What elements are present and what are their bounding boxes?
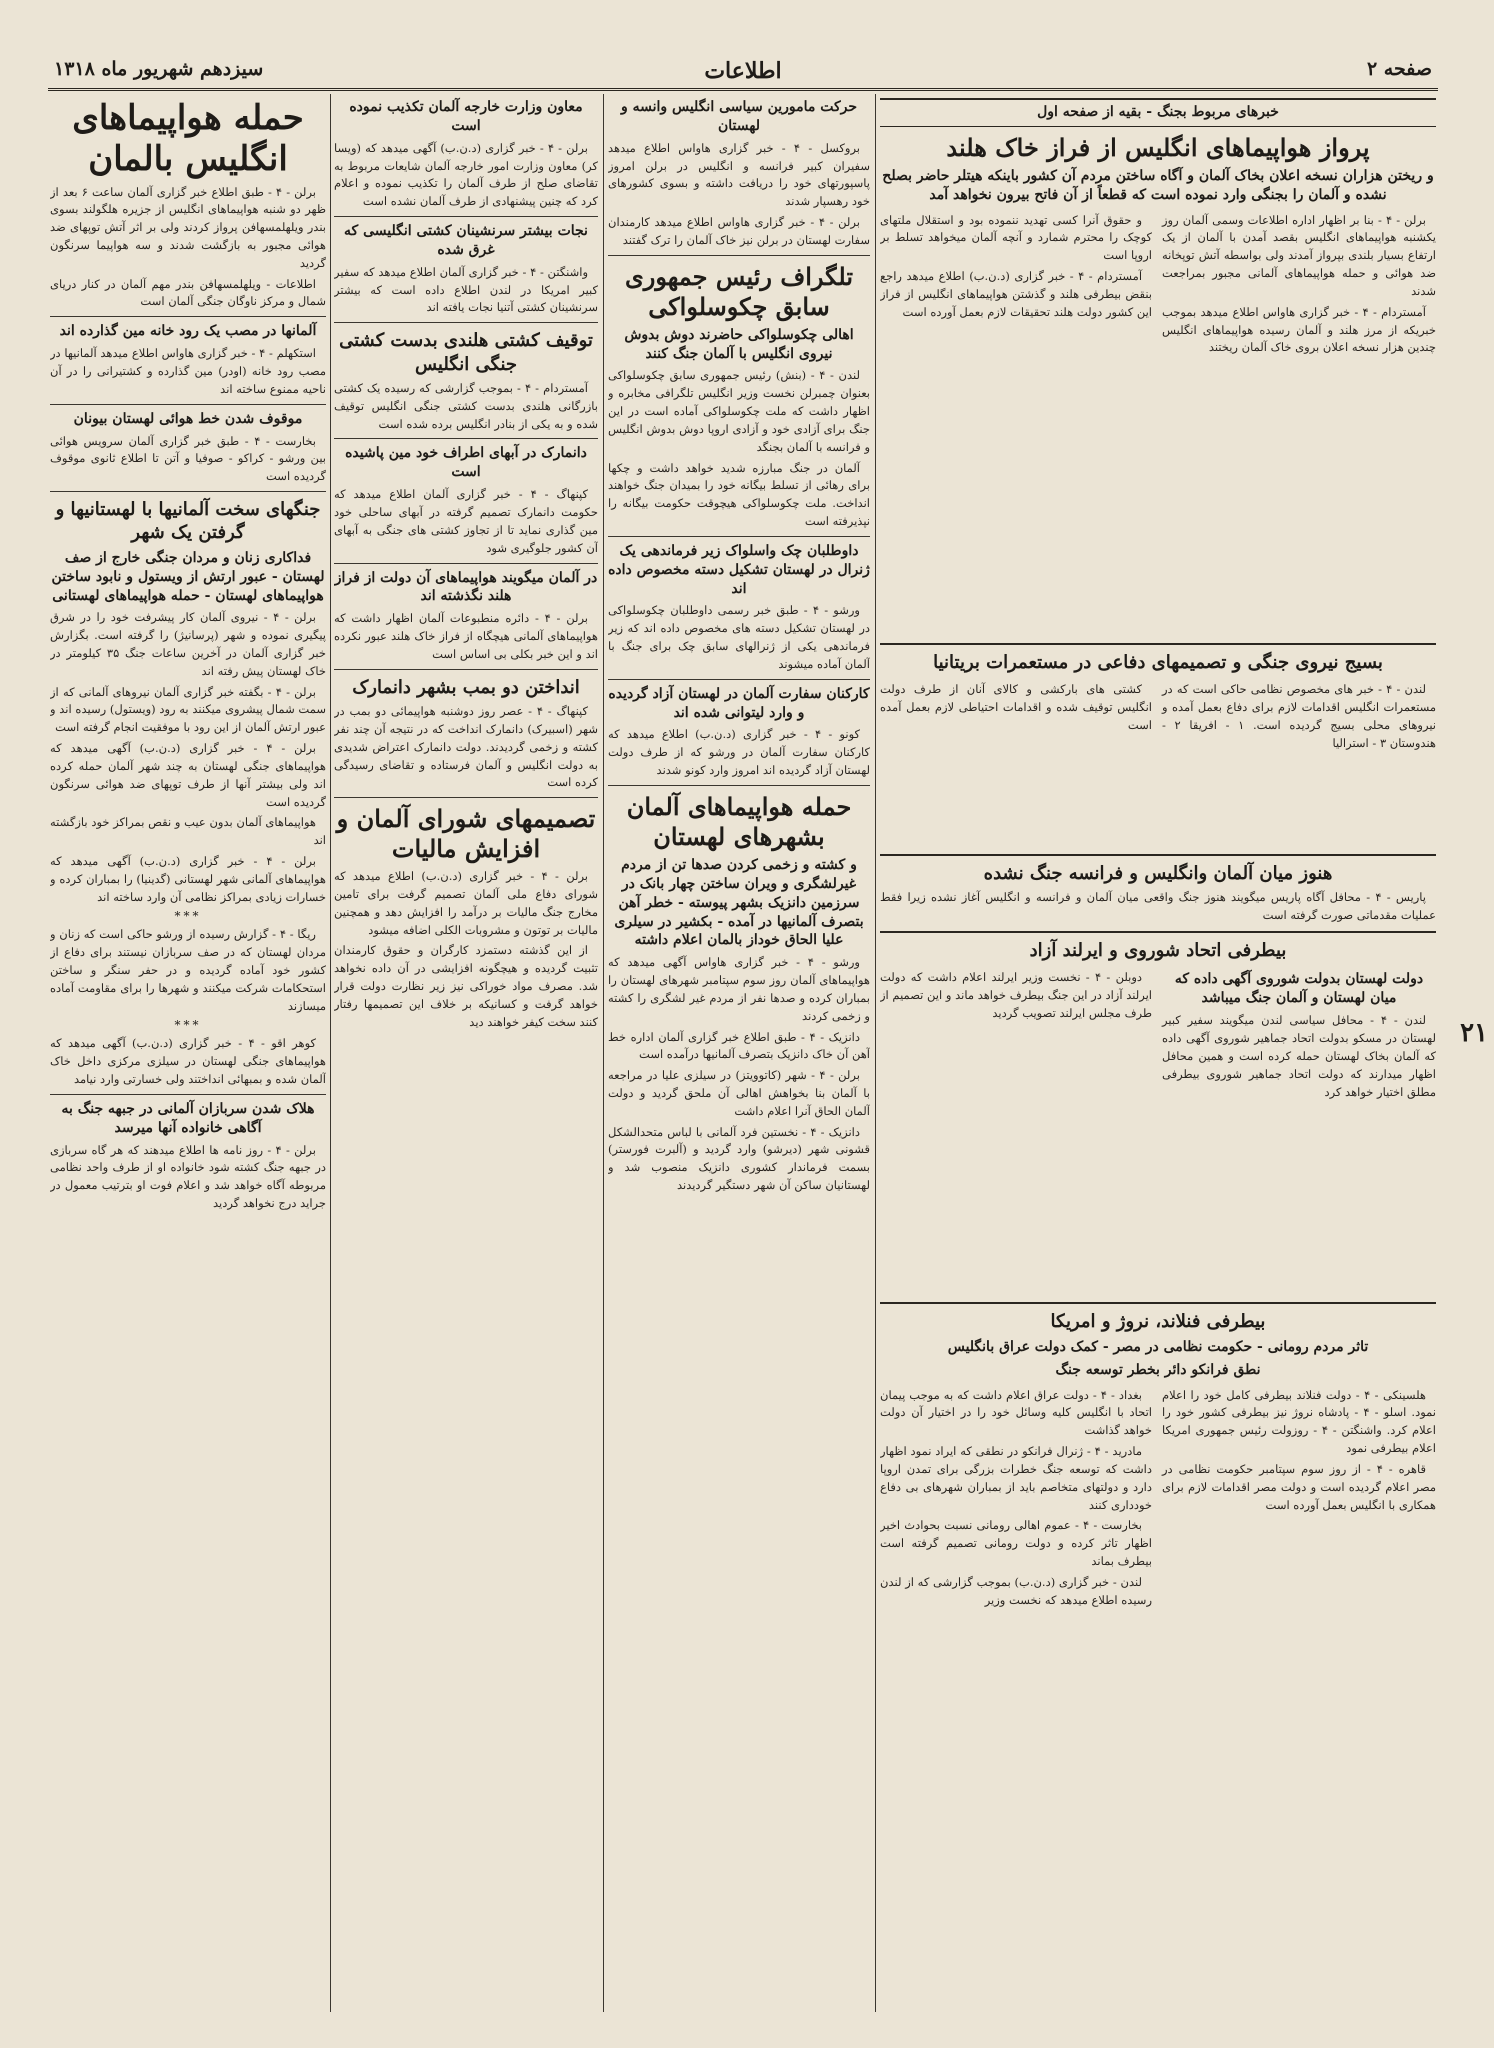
page-number: صفحه ۲ <box>1366 58 1432 80</box>
article-text: برلن - ۴ - خبر گزاری (د.ن.ب) آگهی میدهد که (ویسا کر) معاون وزارت امور خارجه آلمان شایعات مربوط به تقاضای صلح از طرف آلمان را تکذیب نموده و اعلام کرد که چنین پیشنهادی از طرف آلمان نشده است <box>334 140 598 209</box>
subhead-franco: نطق فرانکو دائر بخطر توسعه جنگ <box>1055 1361 1261 1378</box>
column-1 <box>880 94 1436 2012</box>
article-text: برلن - ۴ - خبر گزاری (د.ن.ب) آگهی میدهد که هواپیماهای آلمانی شهر لهستانی (گدینیا) را بمباران کرده و خسارات زیادی بمراکز نظامی آن وارد ساخته اند <box>50 853 326 904</box>
article-text: برلن - ۴ - خبر گزاری (د.ن.ب) اطلاع میدهد که شورای دفاع ملی آلمان تصمیم گرفت برای تامین مخارج جنگ مالیات بر درآمد را افزایش دهد و همچنین مالیات بر توتون و مشروبات الکلی اضافه میشود <box>334 869 598 937</box>
article-text: استکهلم - ۴ - خبر گزاری هاواس اطلاع میدهد آلمانیها در مصب رود خانه (اودر) مین گذارده و کشتیرانی را در آن ناحیه ممنوع ساخته اند <box>50 346 326 396</box>
article-text: ریگا - ۴ - گزارش رسیده از ورشو حاکی است که زنان و مردان لهستان که در صف سربازان نیستند برای دفاع از کشور خود آماده گردیده و در حفر سنگر و ساختن استحکامات شرکت میکنند و شهرها را برای مقاومت آماده میسازند <box>50 927 326 1013</box>
headline-embassy: کارکنان سفارت آلمان در لهستان آزاد گردیده و وارد لیتوانی شده اند <box>608 685 870 721</box>
article-text: از این گذشته دستمزد کارگران و حقوق کارمندان تثبیت گردیده و هیچگونه افزایشی در آن داده نخواهد شد. مصرف مواد خوراکی نیز زیر نظارت دولت قرار خواهد گرفت و کسانیکه بر خلاف این تصمیمها رفتار کنند سخت کیفر خواهند دید <box>334 943 598 1029</box>
headline-mobilization: بسیج نیروی جنگی و تصمیمهای دفاعی در مستعمرات بریتانیا <box>933 651 1383 673</box>
article-text: لندن - خبر گزاری (د.ن.ب) بموجب گزارشی که از لندن رسیده اطلاع میدهد که نخست وزیر <box>880 1574 1152 1607</box>
article-text: بغداد - ۴ - دولت عراق اعلام داشت که به موجب پیمان اتحاد با انگلیس کلیه وسائل خود را در اختیار آن دولت خواهد گذاشت <box>880 1387 1152 1438</box>
mobilization-story <box>880 678 1436 848</box>
column-2 <box>608 94 870 2012</box>
neutrality-story-2 <box>880 1384 1436 1784</box>
subhead-czech-telegram: اهالی چکوسلواکی حاضرند دوش بدوش نیروی انگلیس با آلمان جنگ کنند <box>624 326 854 362</box>
article-text: برلن - ۴ - طبق اطلاع خبر گزاری آلمان ساعت ۶ بعد از ظهر دو شنبه هواپیماهای انگلیس از جزیره هلگولند بسوی بندر ویلهلمسهافن پرواز کردند ولی بر اثر آتش توپهای ضد هوائی مجبور به بازگشت شدند و سه هواپیما سرنگون گردید <box>50 184 326 270</box>
article-text: و حقوق آنرا کسی تهدید ننموده بود و استقلال ملتهای کوچک را محترم شمارد و آنچه آلمان میخواهد تسلط بر اروپا است <box>880 212 1152 263</box>
headline-air-route: موقوف شدن خط هوائی لهستان بیونان <box>73 410 303 427</box>
headline-tax: تصمیمهای شورای آلمان و افزایش مالیات <box>336 804 596 864</box>
headline-soviet-ireland: بیطرفی اتحاد شوروی و ایرلند آزاد <box>1029 940 1287 962</box>
article-text: برلن - ۴ - بگفته خبر گزاری آلمان نیروهای آلمانی که از سمت شمال پیشروی میکنند به رود (ویستول) رسیده اند و عبور ارتش آلمان از این رود با موفقیت انجام گرفته است <box>50 684 326 735</box>
article-text: اطلاعات - ویلهلمسهافن بندر مهم آلمان در کنار دریای شمال و مرکز ناوگان جنگی آلمان است <box>50 276 326 309</box>
article-text: هلسینکی - ۴ - دولت فنلاند بیطرفی کامل خود را اعلام نمود. اسلو - ۴ - پادشاه نروژ نیز بیطرفی کشور خود را اعلام کرد. واشنگتن - ۴ - روزولت رئیس جمهوری امریکا اعلام بیطرفی نمود <box>1162 1387 1436 1456</box>
article-text: پاریس - ۴ - محافل آگاه پاریس میگویند هنوز جنگ واقعی میان آلمان و فرانسه و انگلیس آغاز نشده زیرا فقط عملیات مقدماتی صورت گرفته است <box>880 890 1436 923</box>
article-text: کوهر اقو - ۴ - خبر گزاری (د.ن.ب) آگهی میدهد که هواپیماهای جنگی لهستان در سیلزی مرکزی داخل خاک آلمان شده و بمبهائی انداختند ولی خسارتی وارد نیامد <box>50 1036 326 1087</box>
article-text: لندن - ۴ - خبر های مخصوص نظامی حاکی است که در مستعمرات انگلیس اقدامات لازم برای دفاع بعمل آمده و نیروهای محلی بسیج گردیده است. ۱ - افریقا ۲ - هندوستان ۳ - استرالیا <box>1162 682 1436 750</box>
article-text: ورشو - ۴ - خبر گزاری هاواس آگهی میدهد که هواپیماهای آلمان روز سوم سپتامبر شهرهای لهستان را بمباران کرده و صدها نفر از مردم غیر لشگری را کشته و زخمی کردند <box>608 955 870 1023</box>
column-rule <box>330 94 331 2012</box>
article-text: قاهره - ۴ - از روز سوم سپتامبر حکومت نظامی در مصر اعلام گردیده است و دولت مصر اقدامات لازم برای همکاری با انگلیس بعمل آورده است <box>1162 1461 1436 1512</box>
article-text: برلن - ۴ - شهر (کاتوویتز) در سیلزی علیا در مراجعه با آلمان بنا بخواهش اهالی آن ملحق گردید و دولت آلمان الحاق آنرا اعلام داشت <box>608 1068 870 1118</box>
article-text: آمستردام - ۴ - بموجب گزارشی که رسیده یک کشتی بازرگانی هلندی بدست کشتی جنگی انگلیس توقیف شده و به یکی از بنادر انگلیس برده شده است <box>334 381 598 431</box>
article-text: برلن - ۴ - بنا بر اظهار اداره اطلاعات وسمی آلمان روز یکشنبه هواپیماهای انگلیس بقصد آمدن با آلمان از یک ارتفاع بسیار بلندی بپرواز آمدند ولی بواسطه آتش توپخانه ضد هوائی و حمله هواپیماهای آلمانی مجبور بمراجعت شدند <box>1162 212 1436 298</box>
headline-finland-norway-america: بیطرفی فنلاند، نروژ و امریکا <box>1050 1311 1266 1333</box>
section-band: خبرهای مربوط بجنگ - بقیه از صفحه اول <box>880 98 1436 127</box>
column-4: حمله هواپیماهای انگلیس بالمان برلن - ۴ - طبق اطلاع خبر گزاری آلمان ساعت ۶ بعد از ظهر دو شنبه هواپیماهای انگلیس از جزیره هلگولند بسوی بندر ویلهلمسهافن پرواز کردند ولی بر اثر آتش توپهای ضد هوائی مجبور به بازگشت شدند و سه هواپیما سرنگون گردید اطلاعات - ویلهلمسهافن بندر مهم آلمان در کنار دریای شمال و مرکز ناوگان جنگی آلمان است آلمانها در مصب یک رود خانه مین گذارده اند استکهلم - ۴ - خبر گزاری هاواس اطلاع میدهد آلمانیها در مصب رود خانه (اودر) مین گذارده و کشتیرانی را در آن ناحیه ممنوع ساخته اند موقوف شدن خط هوائی لهستان بیونان بخارست - ۴ - طبق خبر گزاری آلمان سرویس هوائی بین ورشو - کراکو - صوفیا و آتن تا اطلاع ثانوی موقوف گردیده است جنگهای سخت آلمانیها با لهستانیها و گرفتن یک شهر فداکاری زنان و مردان جنگی خارج از صف لهستان - عبور ارتش از ویستول و نابود ساختن هواپیماهای لهستان - حمله هواپیماهای لهستانی برلن - ۴ - نیروی آلمان کار پیشرفت خود را در شرق پیگیری نموده و شهر (پرسانیژ) را گرفته است. بگزارش خبر گزاری آلمان در آخرین ساعات جنگ ۳۵ کیلومتر در خاک لهستان پیش رفته اند برلن - ۴ - بگفته خبر گزاری آلمان نیروهای آلمانی که از سمت شمال پیشروی میکنند به رود (ویستول) رسیده اند و عبور ارتش آلمان از این رود با موفقیت انجام گرفته است برلن - ۴ - خبر گزاری (د.ن.ب) آگهی میدهد که هواپیماهای جنگی لهستان به چند شهر آلمان حمله کرده اند ولی بیشتر آنها از طرف توپهای ضد هوائی سرنگون گردیده است هواپیماهای آلمان بدون عیب و نقص بمراکز خود بازگشته اند برلن - ۴ - خبر گزاری (د.ن.ب) آگهی میدهد که هواپیماهای آلمانی شهر لهستانی (گدینیا) را بمباران کرده و خسارات زیادی بمراکز نظامی آن وارد ساخته اند *** ریگا - ۴ - گزارش رسیده از ورشو حاکی است که زنان و مردان لهستان که در صف سربازان نیستند برای دفاع از کشور خود آماده گردیده و در حفر سنگر و ساختن استحکامات شرکت میکنند و شهرها را برای مقاومت آماده میسازند *** کوهر اقو - ۴ - خبر گزاری (د.ن.ب) آگهی میدهد که هواپیماهای جنگی لهستان در سیلزی مرکزی داخل خاک آلمان شده و بمبهائی انداختند ولی خسارتی وارد نیامد هلاک شدن سربازان آلمانی در جبهه جنگ به آگاهی خانواده آنها میرسد برلن - ۴ - روز نامه ها اطلاع میدهند که هر گاه سربازی در جبهه جنگ کشته شود خانواده او از طرف واحد نظامی مربوطه آگاه خواهد شد و اعلام فوت او بترتیب معمول در جراید درج نخواهد گردید <box>50 94 326 2012</box>
column-rule <box>875 94 876 2012</box>
netherlands-story <box>880 209 1436 637</box>
headline-bombs-denmark: انداختن دو بمب بشهر دانمارک <box>352 676 580 698</box>
article-text: برلن - ۴ - خبر گزاری (د.ن.ب) آگهی میدهد که هواپیماهای جنگی لهستان به چند شهر آلمان حمله کرده اند ولی بیشتر آنها از طرف توپهای ضد هوائی سرنگون گردیده است <box>50 741 326 809</box>
article-text: آمستردام - ۴ - خبر گزاری (د.ن.ب) اطلاع میدهد راجع بنقض بیطرفی هلند و گذشتن هواپیماهای انگلیس از فراز این کشور دولت هلند تحقیقات لازم بعمل آورده است <box>880 269 1152 319</box>
article-text: دانزیک - ۴ - نخستین فرد آلمانی با لباس متحدالشکل قشونی شهر (دیرشو) وارد گردید و (آلبرت فورستر) بسمت فرماندار کشوری دانزیک منصوب شد و لهستانیان ساکن آن شهر دستگیر گردیدند <box>608 1124 870 1193</box>
headline-diplomats: حرکت مامورین سیاسی انگلیس وانسه و لهستان <box>620 99 858 134</box>
article-text: واشنگتن - ۴ - خبر گزاری آلمان اطلاع میدهد که سفیر کبیر امریکا در لندن اطلاع داده است که بیشتر سرنشینان کشتی آتنیا نجات یافته اند <box>334 264 598 315</box>
article-text: کونو - ۴ - خبر گزاری (د.ن.ب) اطلاع میدهد که کارکنان سفارت آلمان در ورشو که از طرف دولت لهستان آزاد گردیده اند امروز وارد کونو شدند <box>608 727 870 778</box>
article-text: برلن - ۴ - روز نامه ها اطلاع میدهند که هر گاه سربازی در جبهه جنگ کشته شود خانواده او از طرف واحد نظامی مربوطه آگاه خواهد شد و اعلام فوت او بترتیب معمول در جراید درج نخواهد گردید <box>50 1142 326 1211</box>
article-text: بخارست - ۴ - طبق خبر گزاری آلمان سرویس هوائی بین ورشو - کراکو - صوفیا و آتن تا اطلاع ثانوی موقوف گردیده است <box>50 433 326 484</box>
article-text: بخارست - ۴ - عموم اهالی رومانی نسبت بحوادث اخیر اظهار تاثر کرده و دولت رومانی تصمیم گرفته است بیطرف بماند <box>880 1518 1152 1568</box>
headline-germany-denies: در آلمان میگویند هواپیماهای آن دولت از فراز هلند نگذشته اند <box>334 569 598 605</box>
issue-date: سیزدهم شهریور ماه ۱۳۱۸ <box>54 58 264 80</box>
margin-number: ۲۱ <box>1460 1018 1488 1048</box>
headline-czech-telegram: تلگراف رئیس جمهوری سابق چکوسلواکی <box>624 261 854 321</box>
newspaper-name: اطلاعات <box>704 58 782 84</box>
article-text: برلن - ۴ - خبر گزاری هاواس اطلاع میدهد کارمندان سفارت لهستان در برلن نیز خاک آلمان را ترک گفتند <box>608 215 870 247</box>
article-text: آمستردام - ۴ - خبر گزاری هاواس اطلاع میدهد بموجب خبریکه از مرز هلند و آلمان رسیده هواپیماهای انگلیس چندین هزار نسخه اعلان بروی خاک آلمان ریختند <box>1162 304 1436 355</box>
headline-air-raid: حمله هواپیماهای آلمان بشهرهای لهستان <box>626 791 852 851</box>
subhead-romania-egypt-iraq: تاثر مردم رومانی - حکومت نظامی در مصر - کمک دولت عراق بانگلیس <box>947 1338 1369 1355</box>
article-text: هواپیماهای آلمان بدون عیب و نقص بمراکز خود بازگشته اند <box>50 815 326 848</box>
headline-rescue: نجات بیشتر سرنشینان کشتی انگلیسی که غرق شده <box>344 223 588 258</box>
headline-netherlands: پرواز هواپیماهای انگلیس از فراز خاک هلند <box>946 132 1370 162</box>
article-text: لندن - ۴ - محافل سیاسی لندن میگویند سفیر کبیر لهستان در مسکو بدولت اتحاد جماهیر شوروی آگهی داده که آلمان بخاک لهستان حمله کرده است و همین محافل اظهار میدارند که دولت اتحاد جماهیر شوروی بیطرفی مطلق اختیار خواهد کرد <box>1162 1013 1436 1099</box>
article-text: برلن - ۴ - دائره منطبوعات آلمان اظهار داشت که هواپیماهای آلمانی هیچگاه از فراز خاک هلند عبور نکرده اند و این خبر بکلی بی اساس است <box>334 611 598 661</box>
article-text: مادرید - ۴ - ژنرال فرانکو در نطقی که ایراد نمود اظهار داشت که توسعه جنگ خطرات بزرگی برای تمدن اروپا دارد و دولتهای متخاصم باید از بمباران شهرهای بی دفاع خودداری کنند <box>880 1444 1152 1512</box>
headline-denial: معاون وزارت خارجه آلمان تکذیب نموده است <box>349 99 583 134</box>
headline-no-war: هنوز میان آلمان وانگلیس و فرانسه جنگ نشده <box>983 863 1333 885</box>
headline-mines-river: آلمانها در مصب یک رود خانه مین گذارده اند <box>59 323 317 340</box>
headline-volunteers: داوطلبان چک واسلواک زیر فرماندهی یک ژنرال در لهستان تشکیل دسته مخصوص داده اند <box>608 542 870 597</box>
article-text: کپنهاگ - ۴ - عصر روز دوشنبه هواپیمائی دو بمب در شهر (اسبیرک) دانمارک انداخت که در نتیجه آن چند نفر کشته و زخمی گردیدند. دولت دانمارک اعتراض شدیدی به دولت انگلیس و آلمان فرستاده و تقاضای رسیدگی کرده است <box>334 704 598 790</box>
subhead-fierce-battles: فداکاری زنان و مردان جنگی خارج از صف لهستان - عبور ارتش از ویستول و نابود ساختن هواپیماهای لهستان - حمله هواپیماهای لهستانی <box>51 549 325 604</box>
subhead-air-raid: و کشته و زخمی کردن صدها تن از مردم غیرلشگری و ویران ساختن چهار بانک در سرزمین دانزیک بشهر پیوسته - خطر آهن بتصرف آلمانیها در آمده - بکشیر در سیلری علیا الحاق خوداز بالمان اعلام داشته <box>614 856 864 949</box>
subhead-poland-notice: دولت لهستان بدولت شوروی آگهی داده که میان لهستان و آلمان جنگ میباشد <box>1174 971 1424 1007</box>
article-text: بروکسل - ۴ - خبر گزاری هاواس اطلاع میدهد سفیران کبیر فرانسه و انگلیس در برلن امروز پاسپورتهای خود را دریافت داشته و بسوی کشورهای خود رهسپار شدند <box>608 140 870 209</box>
headline-ship-seized: توقیف کشتی هلندی بدست کشتی جنگی انگلیس <box>339 330 593 375</box>
article-text: آلمان در جنگ مبارزه شدید خواهد داشت و چکها برای رهائی از تسلط بیگانه خود را بمیدان جنگ خواهند انداخت. ملت چکوسلواکی هیچوقت حکومت بیگانه را نپذیرفته است <box>608 460 870 528</box>
headline-fierce-battles: جنگهای سخت آلمانیها با لهستانیها و گرفتن یک شهر <box>55 498 321 544</box>
headline-soldier-deaths: هلاک شدن سربازان آلمانی در جبهه جنگ به آگاهی خانواده آنها میرسد <box>61 1100 315 1136</box>
headline-raid-germany: حمله هواپیماهای انگلیس بالمان <box>72 98 304 179</box>
article-text: کپنهاگ - ۴ - خبر گزاری آلمان اطلاع میدهد که حکومت دانمارک تصمیم گرفته در آبهای ساحلی خود مین گذاری نماید تا از تجاوز کشتی های جنگی به آبهای آن کشور جلوگیری شود <box>334 487 598 555</box>
article-text: دانزیک - ۴ - طبق اطلاع خبر گزاری آلمان اداره خط آهن آن خاک دانزیک بتصرف آلمانیها درآمده است <box>608 1029 870 1062</box>
article-text: برلن - ۴ - نیروی آلمان کار پیشرفت خود را در شرق پیگیری نموده و شهر (پرسانیژ) را گرفته است. بگزارش خبر گزاری آلمان در آخرین ساعات جنگ ۳۵ کیلومتر در خاک لهستان پیش رفته اند <box>50 610 326 678</box>
masthead <box>48 52 1438 91</box>
article-text: لندن - ۴ - (بنش) رئیس جمهوری سابق چکوسلواکی بعنوان چمبرلن نخست وزیر انگلیس تلگرافی مخابره و اظهار داشت که ملت چکوسلواکی آماده است در این جنگ برای آزادی خود و آزادی اروپا دوش بدوش انگلیس و فرانسه با آلمان بجنگد <box>608 368 870 454</box>
subhead-netherlands: و ریختن هزاران نسخه اعلان بخاک آلمان و آگاه ساختن مردم آن کشور باینکه هیتلر حاضر بصلح نشده و آلمان را بجنگی وارد نموده است که قطعاً از آن فاتح بیرون نخواهد آمد <box>882 167 1434 203</box>
article-text: کشتی های بارکشی و کالای آنان از طرف دولت انگلیس توقیف شده و اقدامات احتیاطی لازم بعمل آمده است <box>880 682 1152 732</box>
column-rule <box>603 94 604 2012</box>
headline-denmark-mines: دانمارک در آبهای اطراف خود مین پاشیده است <box>345 445 587 481</box>
article-text: دوبلن - ۴ - نخست وزیر ایرلند اعلام داشت که دولت ایرلند آزاد در این جنگ بیطرف خواهد ماند و این تصمیم از طرف مجلس ایرلند تصویب گردید <box>880 970 1152 1021</box>
column-3 <box>334 94 598 2012</box>
neutrality-story <box>880 966 1436 1296</box>
article-text: ورشو - ۴ - طبق خبر رسمی داوطلبان چکوسلواکی در لهستان تشکیل دسته های مخصوص داده اند که زیر فرماندهی یکی از ژنرالهای سابق چک برای جنگ با آلمان آماده میشوند <box>608 603 870 671</box>
